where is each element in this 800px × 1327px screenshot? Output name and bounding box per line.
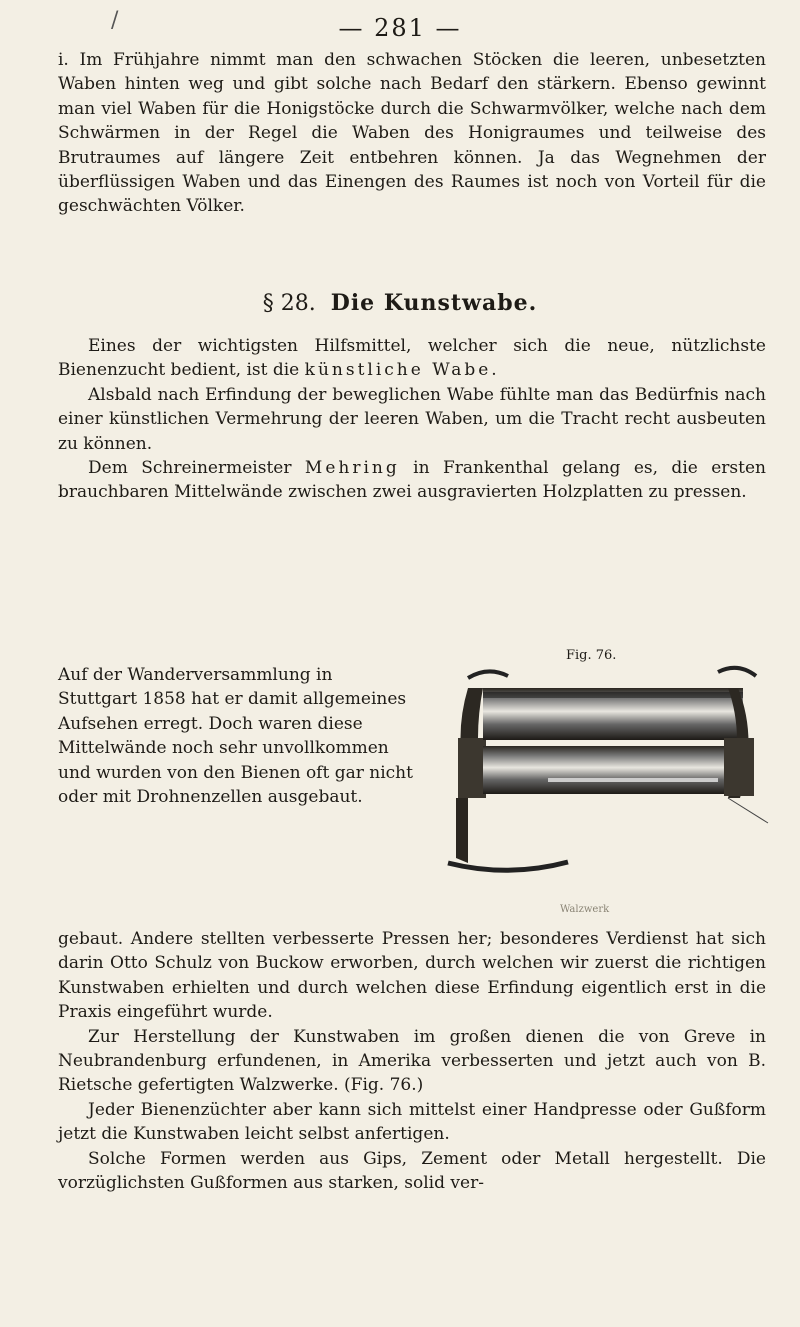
lower-roller [483,746,743,794]
figure-caption-hidden: Walzwerk [560,904,610,915]
tail-paragraph-2: Zur Herstellung der Kunstwaben im großen dienen die von Greve in Neubrandenburg erfundenen, in Amerika verbesserten und jetzt auch von B. Rietsche gefertigten Walzwerke. (Fig. 76.) [58,1026,766,1096]
section-title: Die Kunstwabe. [330,290,538,316]
wrapped-text [58,663,414,809]
body-block [58,334,766,505]
section-number: § 28. [262,291,316,316]
body-p3-text-a: Dem Schreinermeister [88,458,305,479]
body-paragraph-1 [58,334,766,383]
upper-roller [483,688,743,740]
intro-paragraph: i. Im Frühjahre nimmt man den schwachen Stöcken die leeren, unbesetzten Waben hinten weg und gibt solche nach Bedarf den stärkern. Ebenso gewinnt man viel Waben für die Honigstöcke durch die Schwarmvölker, welche nach dem Schwärmen in der Regel die Waben des Honigraumes und teilweise des Brutraumes auf längere Zeit entbehren können. Ja das Wegnehmen der überflüssigen Waben und das Einengen des Raumes ist noch von Vorteil für die geschwächten Völker. [58,50,766,217]
base-table [448,798,768,870]
tail-paragraph-3: Jeder Bienenzüchter aber kann sich mittelst einer Handpresse oder Gußform jetzt die Kunstwaben leicht selbst anfertigen. [58,1099,766,1145]
tail-block [58,927,766,1195]
tail-paragraph-4: Solche Formen werden aus Gips, Zement oder Metall hergestellt. Die vorzüglichsten Gußformen aus starken, solid ver- [58,1148,766,1194]
body-paragraph-3 [58,456,766,505]
page-header: — 281 — [338,14,462,42]
handle-crank [468,668,756,678]
body-p3-name: Mehring [304,458,400,479]
body-paragraph-2: Alsbald nach Erfindung der beweglichen Wabe fühlte man das Bedürfnis nach einer künstlichen Vermehrung der leeren Waben, um die Tracht recht ausbeuten zu können. [58,384,766,454]
wrapped-paragraph: Auf der Wanderversammlung in Stuttgart 1858 hat er damit allgemeines Aufsehen erregt. Doch waren diese Mittelwände noch sehr unvollkommen und wurden von den Bienen oft gar nicht oder mit Drohnenzellen ausgebaut. [58,665,413,808]
tail-paragraph-1: gebaut. Andere stellten verbesserte Pressen her; besonderes Verdienst hat sich darin Otto Schulz von Buckow erworben, durch welchen wir zuerst die richtigen Kunstwaben erhielten und durch welchen diese Erfindung eigentlich erst in die Praxis eingeführt wurde. [58,929,766,1023]
page-corner-mark: / [111,8,119,33]
figure-label: Fig. 76. [566,648,617,663]
section-heading [0,290,800,316]
figure-76 [428,648,780,908]
body-p1-text: Eines der wichtigsten Hilfsmittel, welcher sich die neue, nützlichste Bienenzucht bedient, ist die [58,336,766,381]
body-p1-emphasis: künstliche Wabe. [304,360,500,381]
walzwerk-illustration [428,648,780,908]
intro-block [58,48,766,219]
machine-frame-left [456,688,486,863]
body-p3-text-b: in Frankenthal gelang es, die ersten brauchbaren Mittelwände zwischen zwei ausgravierten Holzplatten zu pressen. [58,458,766,503]
